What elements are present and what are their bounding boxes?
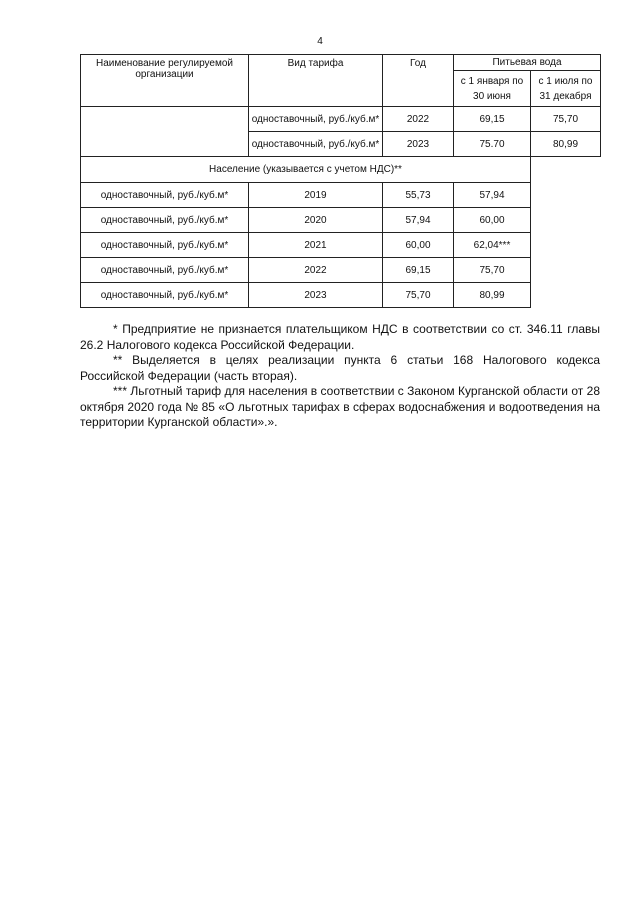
- table-row: [81, 183, 601, 208]
- header-year: Год: [383, 55, 454, 107]
- period-2-cell: 80,99: [454, 283, 531, 308]
- footnote-3: *** Льготный тариф для населения в соответствии с Законом Курганской области от 28 октября 2020 года № 85 «О льготных тарифах в сферах водоснабжения и водоотведения на территории Курганской области».».: [80, 384, 600, 429]
- year-cell: 2022: [383, 107, 454, 132]
- header-period-2: с 1 июля по 31 декабря: [531, 71, 601, 107]
- year-cell: 2021: [249, 233, 383, 258]
- period-1-cell: 75,70: [383, 283, 454, 308]
- footnotes: [80, 322, 600, 431]
- footnote-1: * Предприятие не признается плательщиком НДС в соответствии со ст. 346.11 главы 26.2 Налогового кодекса Российской Федерации.: [80, 322, 600, 352]
- period-2-cell: 80,99: [531, 132, 601, 157]
- year-cell: 2019: [249, 183, 383, 208]
- period-1-cell: 69,15: [454, 107, 531, 132]
- population-section-label: Население (указывается с учетом НДС)**: [81, 157, 531, 183]
- header-org: Наименование регулируемой организации: [81, 55, 249, 107]
- tariff-cell: одноставочный, руб./куб.м*: [81, 183, 249, 208]
- period-2-cell: 62,04***: [454, 233, 531, 258]
- tariff-cell: одноставочный, руб./куб.м*: [249, 132, 383, 157]
- period-2-cell: 60,00: [454, 208, 531, 233]
- year-cell: 2020: [249, 208, 383, 233]
- period-2-cell: 75,70: [531, 107, 601, 132]
- tariff-cell: одноставочный, руб./куб.м*: [81, 208, 249, 233]
- year-cell: 2022: [249, 258, 383, 283]
- period-1-cell: 57,94: [383, 208, 454, 233]
- period-1-cell: 60,00: [383, 233, 454, 258]
- tariff-cell: одноставочный, руб./куб.м*: [249, 107, 383, 132]
- year-cell: 2023: [383, 132, 454, 157]
- year-cell: 2023: [249, 283, 383, 308]
- period-1-cell: 55,73: [383, 183, 454, 208]
- table-row: [81, 283, 601, 308]
- footnote-2: ** Выделяется в целях реализации пункта 6 статьи 168 Налогового кодекса Российской Федерации (часть вторая).: [80, 353, 600, 383]
- table-row: [81, 107, 601, 132]
- tariff-cell: одноставочный, руб./куб.м*: [81, 258, 249, 283]
- header-period-1: с 1 января по 30 июня: [454, 71, 531, 107]
- tariff-cell: одноставочный, руб./куб.м*: [81, 233, 249, 258]
- header-tariff-type: Вид тарифа: [249, 55, 383, 107]
- period-2-cell: 57,94: [454, 183, 531, 208]
- table-row: [81, 258, 601, 283]
- tariff-cell: одноставочный, руб./куб.м*: [81, 283, 249, 308]
- org-name-cell: [81, 107, 249, 157]
- page-number: 4: [317, 36, 323, 47]
- period-1-cell: 69,15: [383, 258, 454, 283]
- period-1-cell: 75.70: [454, 132, 531, 157]
- table-row: [81, 208, 601, 233]
- header-drinking-water: Питьевая вода: [454, 55, 601, 71]
- period-2-cell: 75,70: [454, 258, 531, 283]
- tariff-table: [80, 54, 601, 308]
- table-row: [81, 233, 601, 258]
